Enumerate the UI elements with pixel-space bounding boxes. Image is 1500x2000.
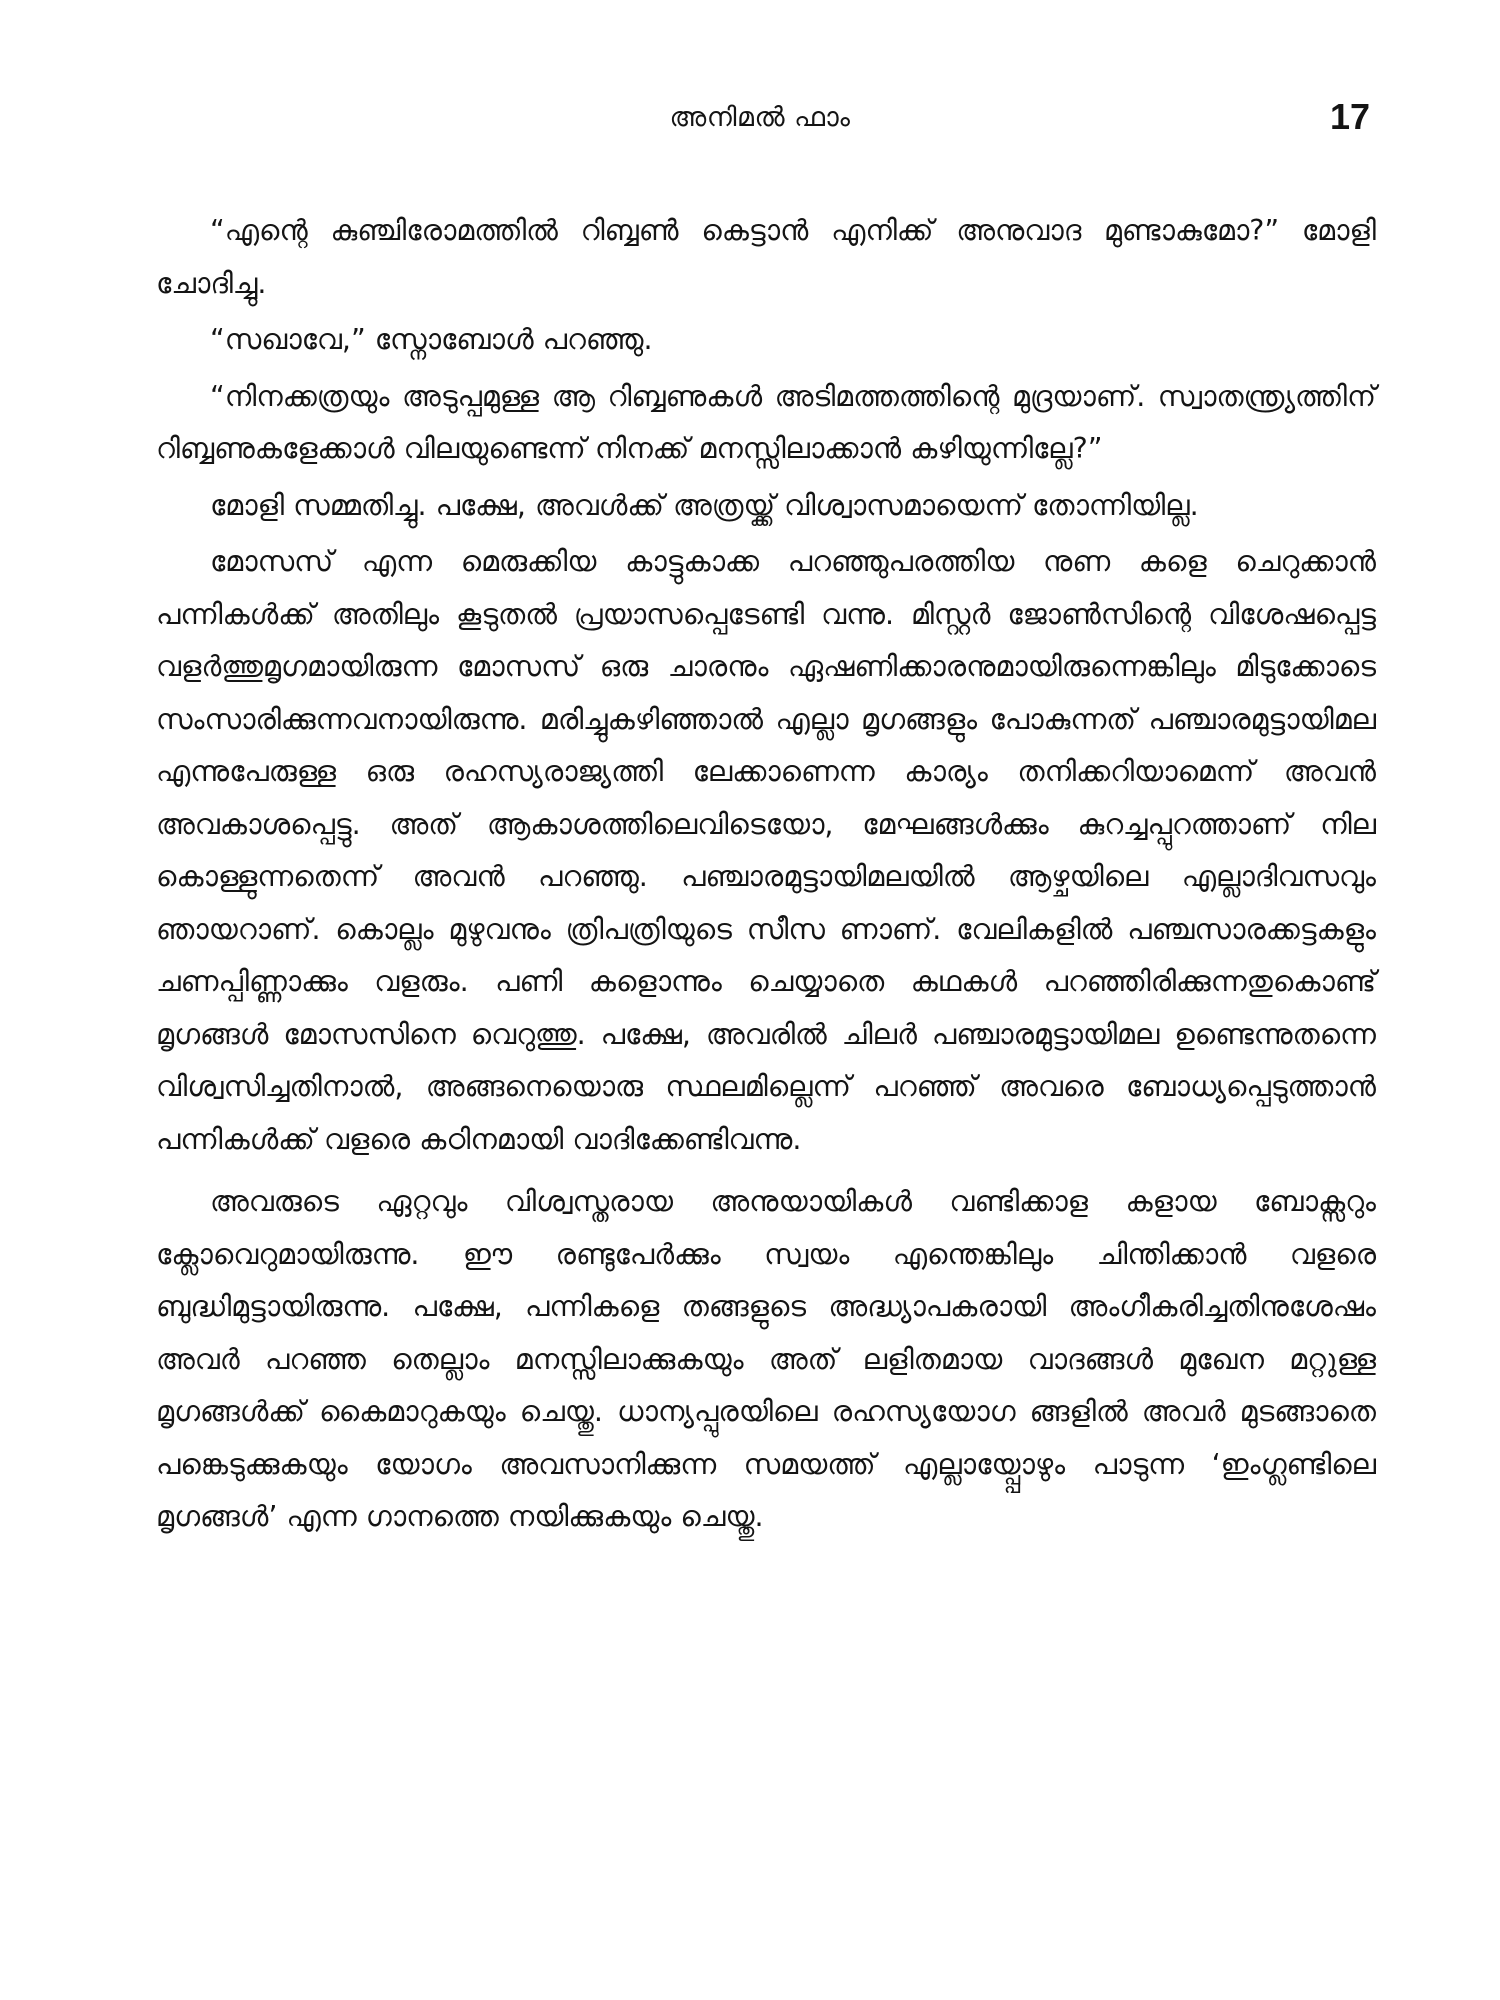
paragraph-3: “നിനക്കത്രയും അടുപ്പമുള്ള ആ റിബ്ബണുകൾ അടിമത്തത്തിന്റെ മുദ്രയാണ്. സ്വാതന്ത്ര്യത്തിന് റിബ്ബണുകളേക്കാൾ വിലയുണ്ടെന്ന് നിനക്ക് മനസ്സിലാക്കാൻ കഴിയുന്നില്ലേ?”: [156, 379, 1376, 465]
paragraph-4: മോളി സമ്മതിച്ചു. പക്ഷേ, അവൾക്ക് അത്രയ്ക്ക് വിശ്വാസമായെന്ന് തോന്നിയില്ല.: [210, 488, 1199, 522]
book-title: അനിമൽ ഫാം: [669, 102, 851, 133]
paragraph-2: “സഖാവേ,” സ്നോബോൾ പറഞ്ഞു.: [210, 323, 653, 356]
body-text: [156, 205, 1376, 1554]
paragraph-1: “എന്റെ കുഞ്ചിരോമത്തിൽ റിബ്ബൺ കെട്ടാൻ എനിക്ക് അനുവാദ മുണ്ടാകുമോ?” മോളി ചോദിച്ചു.: [156, 214, 1376, 300]
page-number: 17: [1329, 96, 1370, 137]
running-header: [150, 96, 1370, 146]
paragraph-6: അവരുടെ ഏറ്റവും വിശ്വസ്തരായ അനുയായികൾ വണ്ടിക്കാള കളായ ബോക്സറും ക്ലോവെറുമായിരുന്നു. ഈ രണ്ടുപേർക്കും സ്വയം എന്തെങ്കിലും ചിന്തിക്കാൻ വളരെ ബുദ്ധിമുട്ടായിരുന്നു. പക്ഷേ, പന്നികളെ തങ്ങളുടെ അദ്ധ്യാപകരായി അംഗീകരിച്ചതിനുശേഷം അവർ പറഞ്ഞ തെല്ലാം മനസ്സിലാക്കുകയും അത് ലളിതമായ വാദങ്ങൾ മുഖേന മറ്റുള്ള മൃഗങ്ങൾക്ക് കൈമാറുകയും ചെയ്തു. ധാന്യപ്പുരയിലെ രഹസ്യയോഗ ങ്ങളിൽ അവർ മുടങ്ങാതെ പങ്കെടുക്കുകയും യോഗം അവസാനിക്കുന്ന സമയത്ത് എല്ലായ്പ്പോഴും പാടുന്ന ‘ഇംഗ്ലണ്ടിലെ മൃഗങ്ങൾ’ എന്ന ഗാനത്തെ നയിക്കുകയും ചെയ്തു.: [156, 1185, 1376, 1533]
paragraph-5: മോസസ് എന്ന മെരുക്കിയ കാട്ടുകാക്ക പറഞ്ഞുപരത്തിയ നുണ കളെ ചെറുക്കാൻ പന്നികൾക്ക് അതിലും കൂടുതൽ പ്രയാസപ്പെടേണ്ടി വന്നു. മിസ്റ്റർ ജോൺസിന്റെ വിശേഷപ്പെട്ട വളർത്തുമൃഗമായിരുന്ന മോസസ് ഒരു ചാരനും ഏഷണിക്കാരനുമായിരുന്നെങ്കിലും മിടുക്കോടെ സംസാരിക്കുന്നവനായിരുന്നു. മരിച്ചുകഴിഞ്ഞാൽ എല്ലാ മൃഗങ്ങളും പോകുന്നത് പഞ്ചാരമുട്ടായിമല എന്നുപേരുള്ള ഒരു രഹസ്യരാജ്യത്തി ലേക്കാണെന്ന കാര്യം തനിക്കറിയാമെന്ന് അവൻ അവകാശപ്പെട്ടു. അത് ആകാശത്തിലെവിടെയോ, മേഘങ്ങൾക്കും കുറച്ചപ്പുറത്താണ് നില കൊള്ളുന്നതെന്ന് അവൻ പറഞ്ഞു. പഞ്ചാരമുട്ടായിമലയിൽ ആഴ്ചയിലെ എല്ലാദിവസവും ഞായറാണ്. കൊല്ലം മുഴുവനും ത്രിപത്രിയുടെ സീസ ണാണ്. വേലികളിൽ പഞ്ചസാരക്കട്ടകളും ചണപ്പിണ്ണാക്കും വളരും. പണി കളൊന്നും ചെയ്യാതെ കഥകൾ പറഞ്ഞിരിക്കുന്നതുകൊണ്ട് മൃഗങ്ങൾ മോസസിനെ വെറുത്തു. പക്ഷേ, അവരിൽ ചിലർ പഞ്ചാരമുട്ടായിമല ഉണ്ടെന്നുതന്നെ വിശ്വസിച്ചതിനാൽ, അങ്ങനെയൊരു സ്ഥലമില്ലെന്ന് പറഞ്ഞ് അവരെ ബോധ്യപ്പെടുത്താൻ പന്നികൾക്ക് വളരെ കഠിനമായി വാദിക്കേണ്ടിവന്നു.: [156, 545, 1376, 1156]
